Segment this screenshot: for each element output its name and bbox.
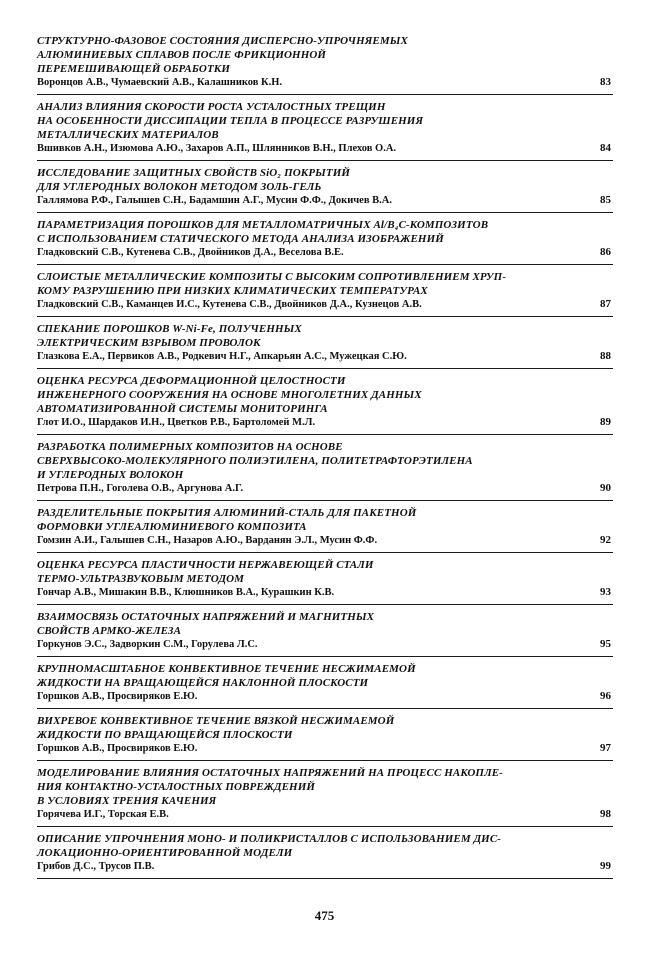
- entry-authors: Горшков А.В., Просвиряков Е.Ю.: [37, 743, 198, 754]
- entry-authors: Воронцов А.В., Чумаевский А.В., Калашников К.Н.: [37, 77, 283, 88]
- entry-authors: Глазкова Е.А., Первиков А.В., Родкевич Н.Г., Апкарьян А.С., Мужецкая С.Ю.: [37, 351, 407, 362]
- toc-entry: [37, 766, 613, 827]
- entry-authors: Петрова П.Н., Гоголева О.В., Аргунова А.Г.: [37, 483, 244, 494]
- entry-page-number: 84: [600, 142, 611, 154]
- entry-authors: Горшков А.В., Просвиряков Е.Ю.: [37, 691, 198, 702]
- entry-title: РАЗРАБОТКА ПОЛИМЕРНЫХ КОМПОЗИТОВ НА ОСНОВЕ СВЕРХВЫСОКО-МОЛЕКУЛЯРНОГО ПОЛИЭТИЛЕНА, ПОЛИТЕТРАФТОРЭТИЛЕНА И УГЛЕРОДНЫХ ВОЛОКОН: [37, 441, 473, 481]
- entry-page-number: 99: [600, 860, 611, 872]
- entry-page-number: 97: [600, 742, 611, 754]
- entry-authors: Галлямова Р.Ф., Галышев С.Н., Бадамшин А.Г., Мусин Ф.Ф., Докичев В.А.: [37, 195, 392, 206]
- entry-page-number: 90: [600, 482, 611, 494]
- toc-entry: [37, 714, 613, 761]
- toc-entry: [37, 166, 613, 213]
- entry-authors: Гладковский С.В., Кутенева С.В., Двойников Д.А., Веселова В.Е.: [37, 247, 344, 258]
- toc-entry: [37, 374, 613, 435]
- entry-authors: Глот И.О., Шардаков И.Н., Цветков Р.В., Бартоломей М.Л.: [37, 417, 316, 428]
- entry-page-number: 96: [600, 690, 611, 702]
- entry-page-number: 88: [600, 350, 611, 362]
- entry-title: АНАЛИЗ ВЛИЯНИЯ СКОРОСТИ РОСТА УСТАЛОСТНЫХ ТРЕЩИН НА ОСОБЕННОСТИ ДИССИПАЦИИ ТЕПЛА В ПРОЦЕССЕ РАЗРУШЕНИЯ МЕТАЛЛИЧЕСКИХ МАТЕРИАЛОВ: [37, 101, 424, 141]
- entry-page-number: 95: [600, 638, 611, 650]
- entry-title: ОПИСАНИЕ УПРОЧНЕНИЯ МОНО- И ПОЛИКРИСТАЛЛОВ С ИСПОЛЬЗОВАНИЕМ ДИС- ЛОКАЦИОННО-ОРИЕНТИРОВАННОЙ МОДЕЛИ: [37, 833, 502, 859]
- entry-title: МОДЕЛИРОВАНИЕ ВЛИЯНИЯ ОСТАТОЧНЫХ НАПРЯЖЕНИЙ НА ПРОЦЕСС НАКОПЛЕ- НИЯ КОНТАКТНО-УСТАЛОСТНЫХ ПОВРЕЖДЕНИЙ В УСЛОВИЯХ ТРЕНИЯ КАЧЕНИЯ: [37, 767, 503, 807]
- entry-authors: Гомзин А.И., Галышев С.Н., Назаров А.Ю., Варданян Э.Л., Мусин Ф.Ф.: [37, 535, 378, 546]
- entry-authors: Гладковский С.В., Каманцев И.С., Кутенева С.В., Двойников Д.А., Кузнецов А.В.: [37, 299, 422, 310]
- entry-title: КРУПНОМАСШТАБНОЕ КОНВЕКТИВНОЕ ТЕЧЕНИЕ НЕСЖИМАЕМОЙ ЖИДКОСТИ НА ВРАЩАЮЩЕЙСЯ НАКЛОННОЙ ПЛОСКОСТИ: [37, 663, 416, 689]
- entry-title: ВИХРЕВОЕ КОНВЕКТИВНОЕ ТЕЧЕНИЕ ВЯЗКОЙ НЕСЖИМАЕМОЙ ЖИДКОСТИ ПО ВРАЩАЮЩЕЙСЯ ПЛОСКОСТИ: [37, 715, 395, 741]
- entry-authors: Горячева И.Г., Торская Е.В.: [37, 809, 169, 820]
- entry-authors: Гончар А.В., Мишакин В.В., Клюшников В.А., Курашкин К.В.: [37, 587, 335, 598]
- entry-title: ОЦЕНКА РЕСУРСА ПЛАСТИЧНОСТИ НЕРЖАВЕЮЩЕЙ СТАЛИ ТЕРМО-УЛЬТРАЗВУКОВЫМ МЕТОДОМ: [37, 559, 374, 585]
- entry-title: СТРУКТУРНО-ФАЗОВОЕ СОСТОЯНИЯ ДИСПЕРСНО-УПРОЧНЯЕМЫХ АЛЮМИНИЕВЫХ СПЛАВОВ ПОСЛЕ ФРИКЦИОННОЙ ПЕРЕМЕШИВАЮЩЕЙ ОБРАБОТКИ: [37, 35, 408, 75]
- entry-title: СПЕКАНИЕ ПОРОШКОВ W-Ni-Fe, ПОЛУЧЕННЫХ ЭЛЕКТРИЧЕСКИМ ВЗРЫВОМ ПРОВОЛОК: [37, 323, 302, 349]
- toc-entry: [37, 322, 613, 369]
- entry-authors: Горкунов Э.С., Задворкин С.М., Горулева Л.С.: [37, 639, 258, 650]
- page-number: 475: [314, 908, 335, 923]
- toc-entry: [37, 506, 613, 553]
- toc-entry: [37, 218, 613, 265]
- toc-entry: [37, 440, 613, 501]
- entry-title: ИССЛЕДОВАНИЕ ЗАЩИТНЫХ СВОЙСТВ SiO₂ ПОКРЫТИЙ ДЛЯ УГЛЕРОДНЫХ ВОЛОКОН МЕТОДОМ ЗОЛЬ-ГЕЛЬ: [37, 167, 351, 193]
- entry-authors: Вшивков А.Н., Изюмова А.Ю., Захаров А.П., Шлянников В.Н., Плехов О.А.: [37, 143, 397, 154]
- toc-entry: [37, 610, 613, 657]
- entry-title: ПАРАМЕТРИЗАЦИЯ ПОРОШКОВ ДЛЯ МЕТАЛЛОМАТРИЧНЫХ Al/B₄C-КОМПОЗИТОВ С ИСПОЛЬЗОВАНИЕМ СТАТИЧЕСКОГО МЕТОДА АНАЛИЗА ИЗОБРАЖЕНИЙ: [37, 219, 489, 245]
- entry-page-number: 92: [600, 534, 611, 546]
- entry-page-number: 93: [600, 586, 611, 598]
- entry-page-number: 89: [600, 416, 611, 428]
- entry-page-number: 85: [600, 194, 611, 206]
- entry-title: ВЗАИМОСВЯЗЬ ОСТАТОЧНЫХ НАПРЯЖЕНИЙ И МАГНИТНЫХ СВОЙСТВ АРМКО-ЖЕЛЕЗА: [37, 611, 375, 637]
- entry-page-number: 87: [600, 298, 611, 310]
- entry-page-number: 83: [600, 76, 611, 88]
- entry-title: ОЦЕНКА РЕСУРСА ДЕФОРМАЦИОННОЙ ЦЕЛОСТНОСТИ ИНЖЕНЕРНОГО СООРУЖЕНИЯ НА ОСНОВЕ МНОГОЛЕТНИХ ДАННЫХ АВТОМАТИЗИРОВАННОЙ СИСТЕМЫ МОНИТОРИНГА: [37, 375, 422, 415]
- toc-entry: [37, 270, 613, 317]
- toc-entry: [37, 662, 613, 709]
- toc-entry: [37, 100, 613, 161]
- toc-entry: [37, 34, 613, 95]
- entry-page-number: 98: [600, 808, 611, 820]
- entry-page-number: 86: [600, 246, 611, 258]
- entry-title: РАЗДЕЛИТЕЛЬНЫЕ ПОКРЫТИЯ АЛЮМИНИЙ-СТАЛЬ ДЛЯ ПАКЕТНОЙ ФОРМОВКИ УГЛЕАЛЮМИНИЕВОГО КОМПОЗИТА: [37, 507, 417, 533]
- toc-entry: [37, 832, 613, 879]
- table-of-contents: [37, 34, 613, 884]
- entry-authors: Грибов Д.С., Трусов П.В.: [37, 861, 155, 872]
- toc-entry: [37, 558, 613, 605]
- entry-title: СЛОИСТЫЕ МЕТАЛЛИЧЕСКИЕ КОМПОЗИТЫ С ВЫСОКИМ СОПРОТИВЛЕНИЕМ ХРУП- КОМУ РАЗРУШЕНИЮ ПРИ НИЗКИХ КЛИМАТИЧЕСКИХ ТЕМПЕРАТУРАХ: [37, 271, 507, 297]
